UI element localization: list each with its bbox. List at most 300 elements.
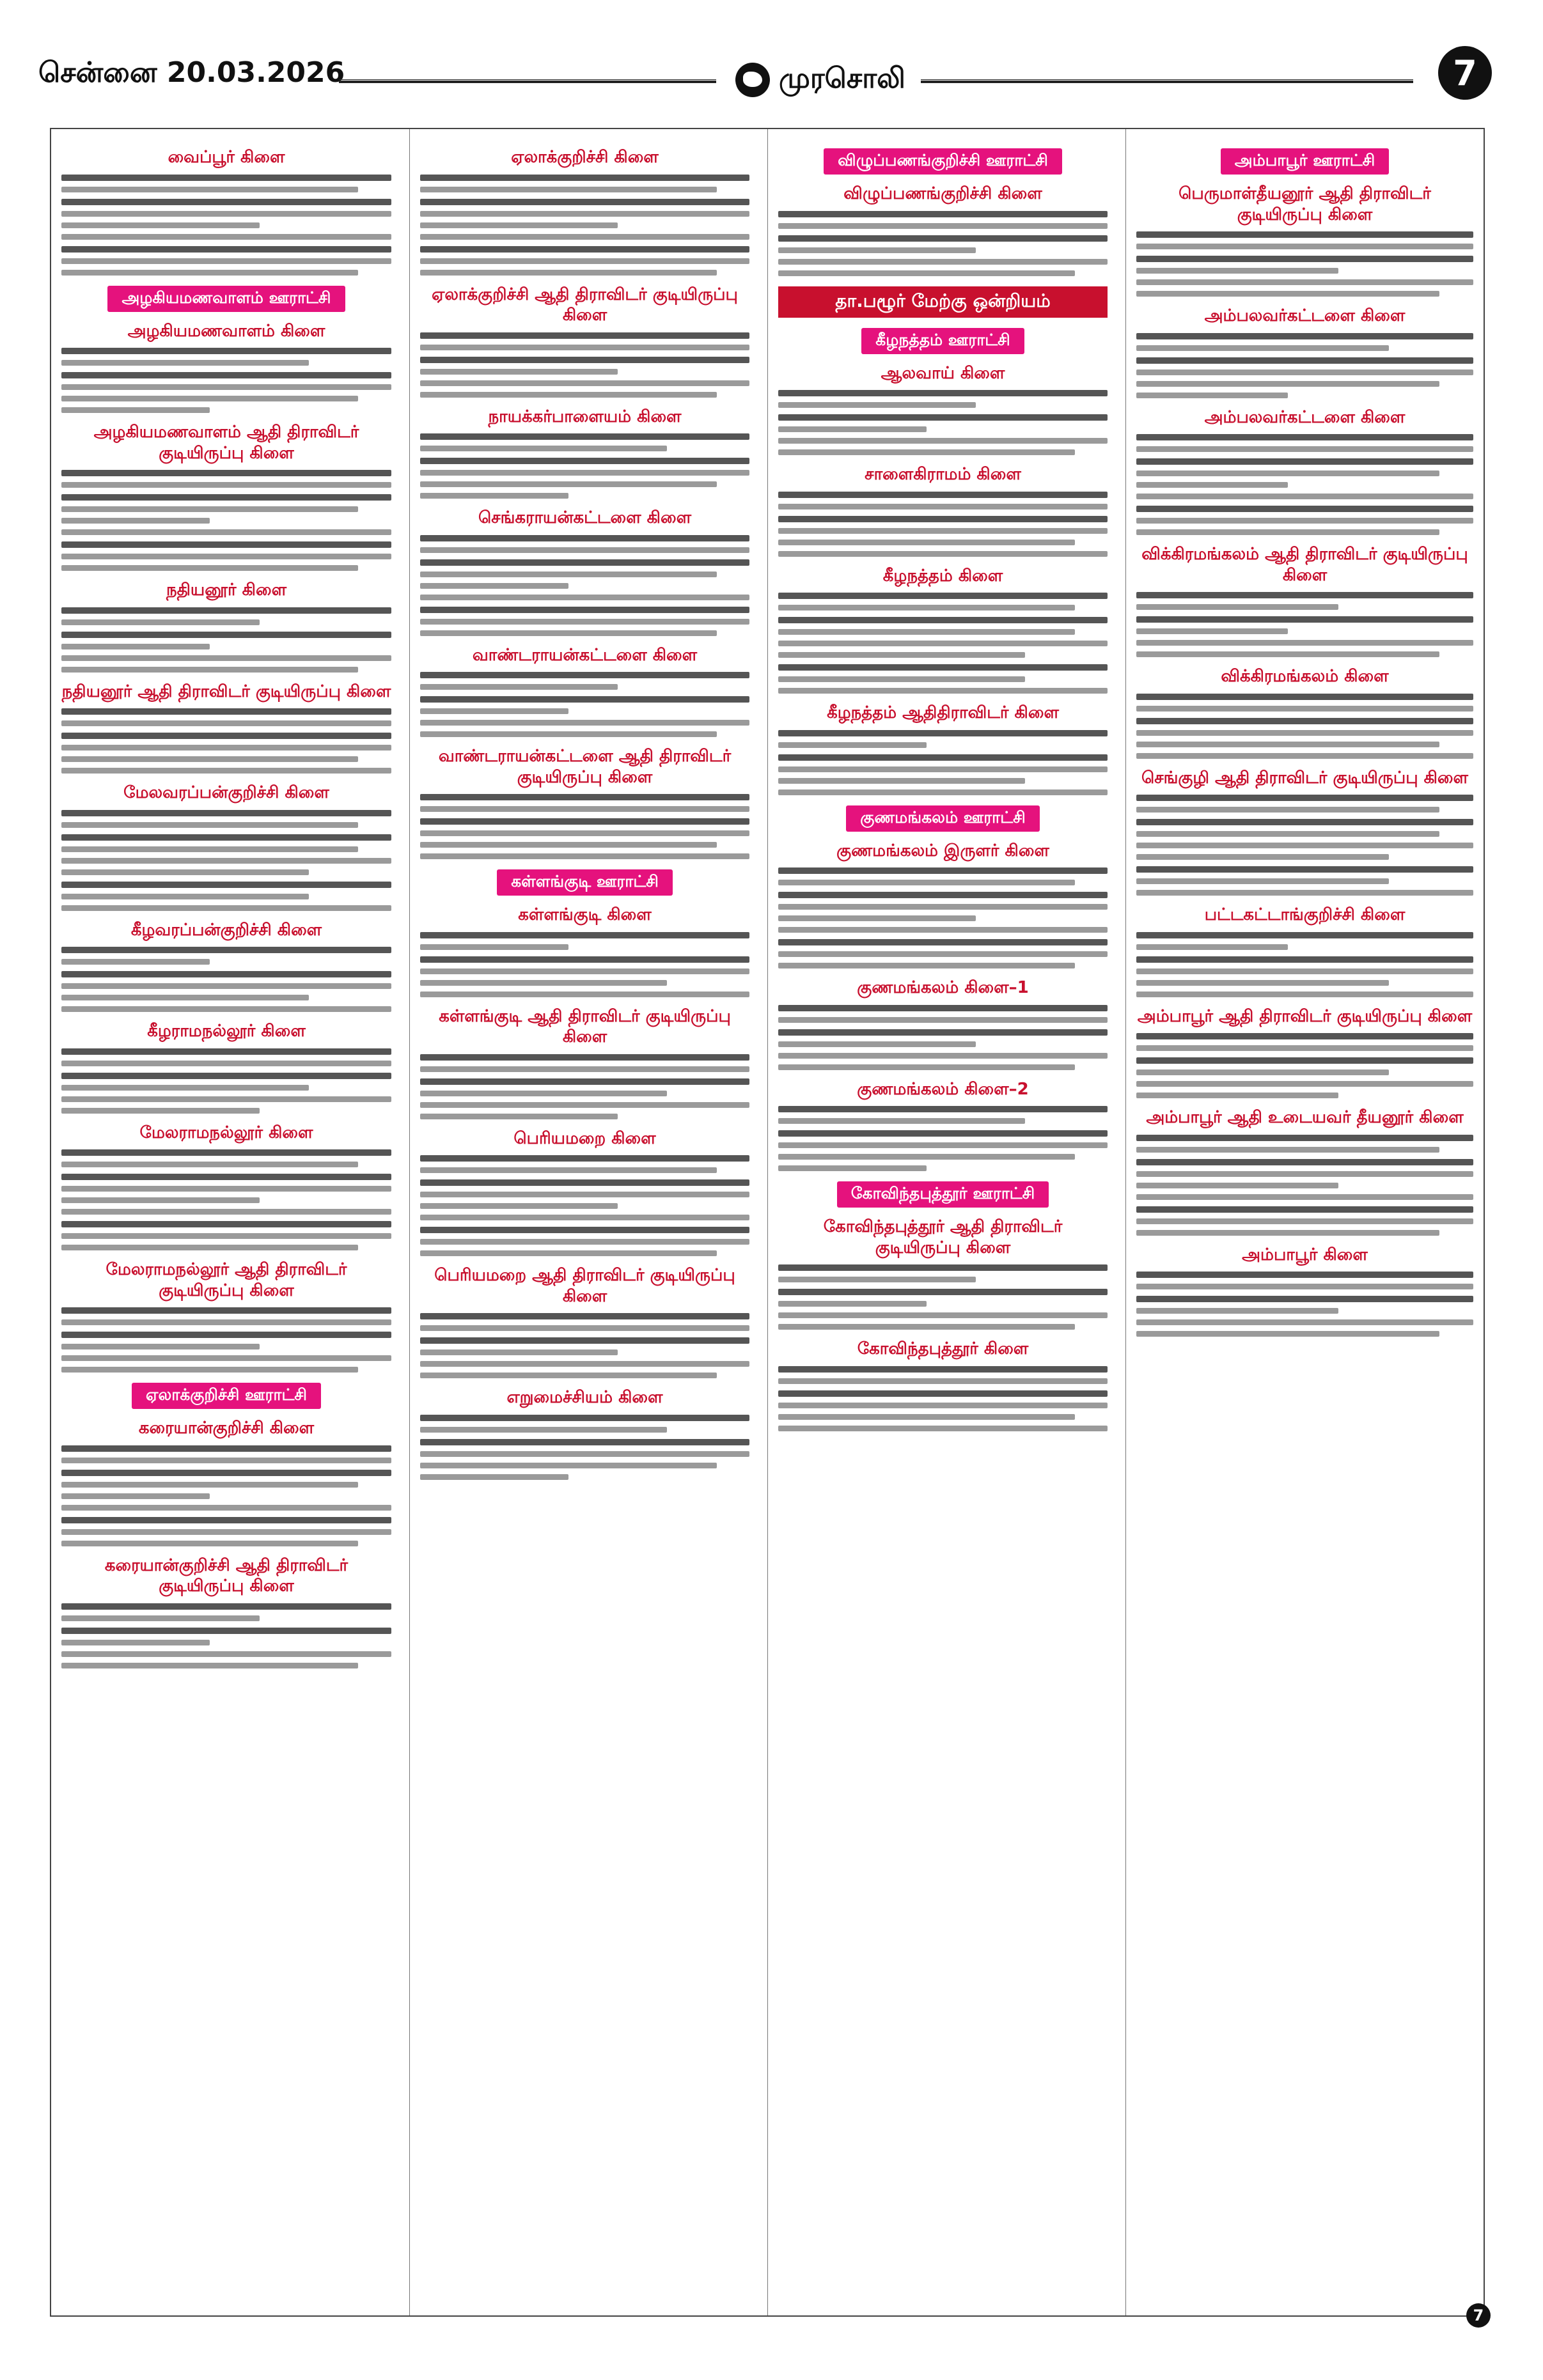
text-line: [778, 1064, 1075, 1070]
text-line: [61, 1517, 391, 1523]
text-line: [61, 869, 309, 875]
officer-paragraph: [420, 956, 749, 997]
officer-paragraph: [778, 730, 1108, 748]
text-line: [420, 481, 717, 487]
branch-heading: கோவிந்தபுத்தூர் ஆதி திராவிடர் குடியிருப்பு கிளை: [823, 1217, 1063, 1257]
officer-paragraph: [420, 696, 749, 737]
text-line: [61, 372, 391, 378]
officer-paragraph: [61, 246, 391, 276]
text-line: [61, 1162, 358, 1167]
text-line: [420, 684, 618, 690]
branch-heading: பெரியமறை கிளை: [513, 1128, 656, 1148]
text-line: [1136, 718, 1473, 724]
text-line: [1136, 446, 1473, 452]
text-line: [61, 270, 358, 276]
text-line: [420, 1179, 749, 1186]
text-line: [61, 959, 210, 965]
panchayat-label: கீழநத்தம் ஊராட்சி: [861, 328, 1024, 354]
text-line: [778, 402, 976, 408]
officer-paragraph: [1136, 1033, 1473, 1051]
text-line: [61, 1493, 210, 1499]
officer-paragraph: [778, 516, 1108, 557]
panchayat-label: கோவிந்தபுத்தூர் ஊராட்சி: [837, 1181, 1049, 1208]
text-line: [1136, 1171, 1473, 1177]
text-line: [778, 1378, 1108, 1384]
text-line: [1136, 694, 1473, 700]
text-line: [778, 629, 1075, 635]
text-line: [420, 1439, 749, 1445]
officer-paragraph: [1136, 1135, 1473, 1153]
text-line: [1136, 878, 1389, 884]
officer-paragraph: [1136, 458, 1473, 499]
officer-paragraph: [1136, 1057, 1473, 1098]
text-line: [420, 968, 749, 974]
text-line: [420, 1167, 717, 1173]
text-line: [61, 1186, 391, 1192]
text-line: [61, 258, 391, 264]
text-line: [778, 766, 1108, 772]
text-line: [1136, 640, 1473, 646]
text-line: [420, 234, 749, 240]
text-line: [1136, 1093, 1338, 1098]
text-line: [420, 1349, 618, 1355]
text-line: [420, 1250, 717, 1256]
officer-paragraph: [778, 1366, 1108, 1384]
text-line: [420, 731, 717, 737]
officer-paragraph: [778, 754, 1108, 795]
officer-paragraph: [420, 607, 749, 636]
officer-paragraph: [778, 414, 1108, 455]
text-line: [61, 565, 358, 571]
text-line: [1136, 807, 1439, 813]
officer-paragraph: [420, 332, 749, 350]
text-line: [420, 696, 749, 703]
officer-paragraph: [61, 834, 391, 875]
officer-paragraph: [420, 1227, 749, 1256]
text-line: [778, 223, 1108, 229]
text-line: [420, 1451, 749, 1457]
text-line: [1136, 506, 1473, 512]
text-line: [420, 956, 749, 963]
nameplate: [735, 51, 905, 109]
text-line: [61, 1197, 260, 1203]
text-line: [61, 1048, 391, 1055]
text-line: [1136, 932, 1473, 938]
officer-paragraph: [1136, 616, 1473, 657]
officer-paragraph: [778, 1005, 1108, 1023]
text-line: [1136, 256, 1473, 262]
branch-heading: மேலவரப்பன்குறிச்சி கிளை: [123, 783, 329, 802]
branch-heading: செங்கராயன்கட்டளை கிளை: [478, 508, 692, 527]
text-line: [778, 1324, 1075, 1330]
officer-paragraph: [1136, 795, 1473, 813]
text-line: [61, 1505, 391, 1511]
text-line: [778, 652, 1025, 658]
branch-heading: எறுமைச்சியம் கிளை: [506, 1388, 663, 1407]
officer-paragraph: [420, 199, 749, 240]
officer-paragraph: [420, 1179, 749, 1220]
text-line: [778, 730, 1108, 736]
text-line: [420, 458, 749, 464]
branch-heading: கீழநத்தம் கிளை: [882, 566, 1003, 586]
branch-heading: நதியனூர் கிளை: [166, 580, 287, 600]
text-line: [61, 246, 391, 253]
text-line: [1136, 1272, 1473, 1278]
text-line: [1136, 1147, 1439, 1153]
text-line: [61, 1006, 391, 1012]
branch-heading: விழுப்பணங்குறிச்சி கிளை: [843, 184, 1042, 203]
text-line: [420, 1337, 749, 1344]
officer-paragraph: [61, 1517, 391, 1546]
text-line: [61, 1482, 358, 1488]
text-line: [61, 518, 210, 524]
officer-paragraph: [420, 535, 749, 553]
text-line: [420, 1054, 749, 1061]
text-line: [420, 211, 749, 217]
officer-paragraph: [420, 1054, 749, 1072]
panchayat-label: குணமங்கலம் ஊராட்சி: [846, 805, 1039, 832]
officer-paragraph: [1136, 333, 1473, 351]
column-3: [767, 129, 1118, 2315]
branch-heading: குணமங்கலம் கிளை–2: [857, 1079, 1029, 1099]
text-line: [61, 756, 358, 762]
text-line: [1136, 956, 1473, 963]
text-line: [778, 211, 1108, 217]
text-line: [420, 708, 568, 714]
text-line: [1136, 604, 1338, 610]
text-line: [420, 842, 717, 848]
branch-heading: கோவிந்தபுத்தூர் கிளை: [857, 1339, 1029, 1358]
text-line: [778, 605, 1075, 611]
text-line: [61, 1529, 391, 1535]
branch-heading: வாண்டராயன்கட்டளை ஆதி திராவிடர் குடியிருப்பு கிளை: [438, 747, 732, 787]
text-line: [1136, 854, 1389, 860]
text-line: [61, 211, 391, 217]
officer-paragraph: [778, 1390, 1108, 1431]
panchayat-label: அழகியமணவாளம் ஊராட்சி: [107, 286, 345, 312]
officer-paragraph: [1136, 256, 1473, 297]
officer-paragraph: [420, 458, 749, 499]
officer-paragraph: [61, 947, 391, 965]
text-line: [61, 995, 309, 1000]
text-line: [1136, 529, 1439, 535]
text-line: [61, 667, 358, 673]
text-line: [61, 1603, 391, 1610]
officer-paragraph: [420, 433, 749, 451]
text-line: [1136, 1194, 1473, 1200]
text-line: [420, 1325, 749, 1331]
officer-paragraph: [61, 541, 391, 571]
dateline: சென்னை 20.03.2026: [38, 56, 345, 89]
text-line: [61, 846, 358, 852]
text-line: [1136, 628, 1288, 634]
text-line: [778, 540, 1075, 545]
text-line: [420, 270, 717, 276]
text-line: [1136, 231, 1473, 238]
text-line: [1136, 866, 1473, 873]
officer-paragraph: [1136, 932, 1473, 950]
text-line: [61, 644, 210, 649]
text-line: [61, 1307, 391, 1314]
text-line: [1136, 1135, 1473, 1141]
branch-heading: கரையான்குறிச்சி ஆதி திராவிடர் குடியிருப்பு கிளை: [104, 1555, 349, 1596]
officer-paragraph: [420, 175, 749, 192]
text-line: [1136, 592, 1473, 598]
text-line: [778, 1289, 1108, 1295]
text-line: [1136, 1284, 1473, 1289]
text-line: [778, 551, 1108, 557]
officer-paragraph: [1136, 1272, 1473, 1289]
text-line: [61, 199, 391, 205]
text-line: [778, 1053, 1108, 1059]
text-line: [1136, 1319, 1473, 1325]
officer-paragraph: [61, 1307, 391, 1325]
officer-paragraph: [420, 672, 749, 690]
text-line: [1136, 1308, 1338, 1314]
officer-paragraph: [61, 733, 391, 774]
text-line: [61, 733, 391, 739]
text-line: [61, 720, 391, 726]
text-line: [420, 595, 749, 600]
masthead-rule-right: [921, 79, 1413, 83]
branch-heading: ஏலாக்குறிச்சி ஆதி திராவிடர் குடியிருப்பு கிளை: [432, 284, 738, 325]
text-line: [420, 1427, 667, 1433]
text-line: [420, 1192, 749, 1197]
text-line: [61, 810, 391, 816]
text-line: [61, 1470, 391, 1476]
text-line: [1136, 471, 1439, 476]
text-line: [61, 1149, 391, 1156]
text-line: [1136, 742, 1439, 747]
officer-paragraph: [61, 175, 391, 192]
branch-heading: கள்ளங்குடி ஆதி திராவிடர் குடியிருப்பு கிளை: [439, 1006, 731, 1046]
text-line: [420, 1102, 749, 1108]
text-line: [420, 1361, 749, 1367]
text-line: [61, 607, 391, 614]
text-line: [420, 1463, 717, 1468]
elephant-logo-icon: [735, 63, 770, 97]
officer-paragraph: [1136, 1159, 1473, 1200]
text-line: [778, 449, 1075, 455]
officer-paragraph: [61, 1603, 391, 1621]
text-line: [1136, 1081, 1473, 1087]
text-line: [420, 1114, 618, 1119]
text-line: [778, 915, 976, 921]
officer-paragraph: [1136, 1296, 1473, 1337]
text-line: [1136, 518, 1473, 524]
text-line: [420, 175, 749, 181]
text-line: [61, 1355, 391, 1361]
paper-name: முரசொலி: [779, 61, 905, 95]
text-line: [420, 380, 749, 386]
branch-heading: விக்கிரமங்கலம் ஆதி திராவிடர் குடியிருப்பு கிளை: [1141, 545, 1468, 585]
text-line: [61, 983, 391, 989]
officer-paragraph: [1136, 231, 1473, 249]
text-line: [61, 858, 391, 864]
text-line: [778, 259, 1108, 265]
text-line: [420, 1239, 749, 1245]
text-line: [1136, 279, 1473, 285]
text-line: [1136, 1218, 1473, 1224]
text-line: [61, 506, 358, 512]
text-line: [420, 992, 749, 997]
officer-paragraph: [61, 494, 391, 535]
branch-heading: ஆலவாய் கிளை: [881, 363, 1005, 383]
text-line: [778, 1312, 1108, 1318]
officer-paragraph: [778, 235, 1108, 276]
text-line: [61, 541, 391, 548]
text-line: [420, 357, 749, 363]
branch-heading: கீழவரப்பன்குறிச்சி கிளை: [130, 920, 322, 940]
text-line: [1136, 458, 1473, 465]
text-line: [61, 407, 210, 413]
text-line: [420, 1313, 749, 1319]
text-line: [420, 446, 667, 451]
officer-paragraph: [420, 1313, 749, 1331]
officer-paragraph: [61, 882, 391, 911]
text-line: [420, 830, 749, 836]
text-line: [1136, 944, 1288, 950]
text-line: [778, 880, 1075, 885]
branch-heading: அம்பாபூர் ஆதி உடையவர் தீயனூர் கிளை: [1146, 1108, 1464, 1127]
officer-paragraph: [61, 470, 391, 488]
text-line: [1136, 1331, 1439, 1337]
masthead-rule-left: [339, 79, 716, 83]
text-line: [61, 1073, 391, 1079]
text-line: [1136, 831, 1439, 837]
text-line: [61, 529, 391, 535]
officer-paragraph: [420, 932, 749, 950]
text-line: [778, 1106, 1108, 1112]
officer-paragraph: [420, 1078, 749, 1119]
text-line: [1136, 482, 1288, 488]
text-line: [61, 882, 391, 888]
masthead: [38, 45, 1505, 115]
text-line: [61, 482, 391, 488]
text-line: [778, 1264, 1108, 1271]
officer-paragraph: [778, 867, 1108, 885]
panchayat-label: கள்ளங்குடி ஊராட்சி: [497, 869, 673, 896]
text-line: [61, 554, 391, 559]
officer-paragraph: [420, 1337, 749, 1378]
text-line: [61, 1085, 309, 1091]
text-line: [61, 655, 391, 661]
text-line: [420, 1415, 749, 1421]
text-line: [778, 1118, 1025, 1124]
officer-paragraph: [778, 390, 1108, 408]
officer-paragraph: [778, 492, 1108, 509]
officer-paragraph: [61, 1445, 391, 1463]
text-line: [1136, 1057, 1473, 1064]
branch-heading: அழகியமணவாளம் கிளை: [127, 321, 325, 341]
text-line: [1136, 819, 1473, 825]
text-line: [420, 1203, 618, 1209]
text-line: [1136, 1159, 1473, 1165]
officer-paragraph: [420, 818, 749, 859]
branch-heading: கள்ளங்குடி கிளை: [518, 905, 652, 924]
text-line: [61, 1615, 260, 1621]
text-line: [420, 559, 749, 566]
text-line: [61, 175, 391, 181]
text-line: [1136, 369, 1473, 375]
text-line: [61, 1445, 391, 1452]
branch-heading: சாளைகிராமம் கிளை: [865, 465, 1021, 484]
text-line: [778, 664, 1108, 671]
text-line: [61, 632, 391, 638]
text-line: [420, 1215, 749, 1220]
text-line: [778, 892, 1108, 898]
panchayat-label: விழுப்பணங்குறிச்சி ஊராட்சி: [824, 148, 1062, 175]
branch-heading: கீழராமநல்லூர் கிளை: [147, 1022, 306, 1041]
officer-paragraph: [420, 559, 749, 600]
text-line: [61, 234, 391, 240]
officer-paragraph: [778, 1029, 1108, 1070]
officer-paragraph: [420, 794, 749, 812]
branch-heading: செங்குழி ஆதி திராவிடர் குடியிருப்பு கிளை: [1141, 768, 1468, 788]
text-line: [1136, 1296, 1473, 1302]
text-line: [1136, 1206, 1473, 1213]
officer-paragraph: [61, 1628, 391, 1668]
text-line: [420, 433, 749, 440]
text-line: [61, 1221, 391, 1227]
text-line: [1136, 616, 1473, 623]
officer-paragraph: [61, 1073, 391, 1114]
text-line: [420, 630, 717, 636]
branch-heading: விக்கிரமங்கலம் கிளை: [1221, 667, 1389, 686]
text-line: [778, 1390, 1108, 1397]
text-line: [778, 742, 927, 748]
officer-paragraph: [1136, 956, 1473, 997]
text-line: [420, 818, 749, 825]
text-line: [61, 1651, 391, 1657]
text-line: [778, 516, 1108, 522]
branch-heading: மேலராமநல்லூர் ஆதி திராவிடர் குடியிருப்பு கிளை: [106, 1260, 347, 1300]
officer-paragraph: [1136, 694, 1473, 712]
text-line: [61, 1108, 260, 1114]
text-line: [1136, 393, 1288, 398]
officer-paragraph: [61, 1048, 391, 1066]
text-line: [778, 593, 1108, 599]
text-line: [61, 396, 358, 401]
text-line: [420, 607, 749, 613]
text-line: [61, 971, 391, 977]
text-line: [61, 1332, 391, 1338]
branch-heading: குணமங்கலம் இருளர் கிளை: [836, 841, 1049, 860]
text-line: [1136, 333, 1473, 339]
text-line: [61, 187, 358, 192]
text-line: [420, 1373, 717, 1378]
text-line: [778, 235, 1108, 242]
text-line: [61, 1174, 391, 1180]
text-line: [778, 504, 1108, 509]
text-line: [778, 414, 1108, 421]
text-line: [420, 944, 568, 950]
text-line: [61, 1458, 391, 1463]
text-line: [778, 904, 1108, 910]
text-line: [778, 1005, 1108, 1011]
text-line: [61, 905, 391, 911]
text-line: [61, 494, 391, 501]
text-line: [61, 1367, 358, 1373]
branch-heading: அம்பலவர்கட்டளை கிளை: [1204, 306, 1406, 325]
text-line: [778, 641, 1108, 646]
branch-heading: குணமங்கலம் கிளை–1: [857, 978, 1029, 997]
officer-paragraph: [61, 971, 391, 1012]
text-line: [61, 834, 391, 841]
officer-paragraph: [420, 1155, 749, 1173]
officer-paragraph: [61, 632, 391, 673]
officer-paragraph: [61, 199, 391, 240]
